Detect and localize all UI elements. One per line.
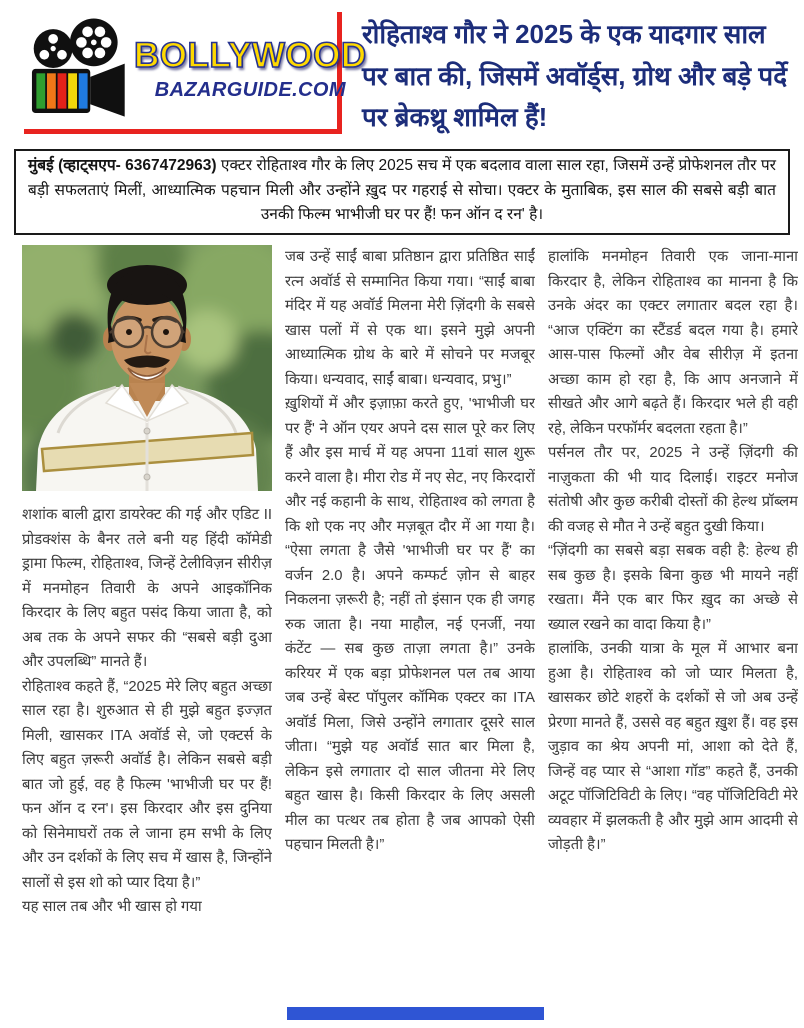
- film-projector-icon: [24, 15, 130, 121]
- paragraph: शशांक बाली द्वारा डायरेक्ट की गई और एडिट II प्रोडक्शंस के बैनर तले बनी यह हिंदी कॉमेडी ड्रामा फिल्म, रोहिताश्व, जिन्हें टेलीविज़न सीरीज़ में मनमोहन तिवारी के अपने आइकॉनिक किरदार के लिए बहुत पसंद किया जाता है, को अब तक के अपने सफर की “सबसे बड़ी दुआ और उपलब्धि” मानते हैं।: [22, 507, 272, 671]
- paragraph: जब उन्हें साईं बाबा प्रतिष्ठान द्वारा प्रतिष्ठित साईं रत्न अवॉर्ड से सम्मानित किया गया। “साईं बाबा मंदिर में यह अवॉर्ड मिलना मेरी ज़िंदगी के सबसे खास पलों में से एक था। इसने मुझे अपनी आध्यात्मिक ग्रोथ के बारे में सोचने पर मजबूर किया। धन्यवाद, साईं बाबा। धन्यवाद, प्रभु।”: [285, 249, 535, 388]
- footer-bar: [287, 1007, 544, 1020]
- column-3: [548, 245, 798, 1028]
- masthead: [0, 0, 804, 139]
- logo-line1: BOLLYWOOD: [134, 35, 367, 75]
- paragraph: पर्सनल तौर पर, 2025 ने उन्हें ज़िंदगी की नाज़ुकता की भी याद दिलाई। राइटर मनोज संतोषी और कुछ करीबी दोस्तों की हेल्थ प्रॉब्लम की वजह से मौत ने उन्हें बहुत दुखी किया।: [548, 445, 798, 535]
- paragraph: रोहिताश्व कहते हैं, “2025 मेरे लिए बहुत अच्छा साल रहा है। शुरुआत से ही मुझे बहुत इज्ज़त मिली, खासकर ITA अवॉर्ड से, जो एक्टर्स के लिए बहुत ज़रूरी अवॉर्ड है। लेकिन सबसे बड़ी बात जो हुई, वह है फिल्म 'भाभीजी घर पर हैं! फन ऑन द रन'। इस किरदार और इस दुनिया को सिनेमाघरों तक ले जाना हम सभी के लिए और उन दर्शकों के लिए सच में खास है, जिन्होंने सालों से इस शो को प्यार दिया है।”: [22, 678, 272, 891]
- logo-line2: BAZARGUIDE.COM: [154, 78, 346, 101]
- paragraph: हालांकि, उनकी यात्रा के मूल में आभार बना हुआ है। रोहिताश्व को जो प्यार मिलता है, खासकर छोटे शहरों के दर्शकों से जो अब उन्हें प्रेरणा मानते हैं, उससे वह बहुत ख़ुश हैं। वह इस जुड़ाव का श्रेय अपनी मां, आशा को देते हैं, जिन्हें वह प्यार से “आशा गॉड” कहते हैं, उनकी अटूट पॉजिटिविटी के लिए। “वह पॉजिटिविटी मेरे व्यवहार में झलकती है और मुझे आम आदमी से जोड़ती है।”: [548, 641, 798, 854]
- logo-wordmark: [134, 35, 367, 101]
- intro-text: एक्टर रोहिताश्व गौर के लिए 2025 सच में एक बदलाव वाला साल रहा, जिसमें उन्हें प्रोफेशनल तौर पर बड़ी सफलताएं मिलीं, आध्यात्मिक पहचान मिली और उन्होंने ख़ुद पर गहराई से सोचा। एक्टर के मुताबिक, इस साल की सबसे बड़ी बात उनकी फिल्म भाभीजी घर पर हैं! फन ऑन द रन' है।: [28, 156, 776, 224]
- intro-dateline: मुंबई (व्हाट्सएप- 6367472963): [28, 156, 217, 174]
- page-title: रोहिताश्व गौर ने 2025 के एक यादगार साल पर बात की, जिसमें अवॉर्ड्स, ग्रोथ और बड़े पर्दे पर ब्रेकथ्रू शामिल हैं!: [362, 19, 788, 133]
- article-body: [0, 235, 804, 1028]
- paragraph: “ज़िंदगी का सबसे बड़ा सबक वही है: हेल्थ ही सब कुछ है। इसके बिना कुछ भी मायने नहीं रखता। मैंने एक बार फिर ख़ुद का अच्छे से ख्याल रखने का वादा किया है।”: [548, 543, 798, 633]
- actor-photo: [22, 245, 272, 491]
- intro-box: [14, 149, 790, 235]
- column-1: [22, 245, 272, 1028]
- site-logo[interactable]: [24, 12, 367, 134]
- paragraph: हालांकि मनमोहन तिवारी एक जाना-माना किरदार है, लेकिन रोहिताश्व का मानना है कि उनके अंदर का एक्टर लगातार बदल रहा है। “आज एक्टिंग का स्टैंडर्ड बदल गया है। हमारे आस-पास फिल्मों और वेब सीरीज़ में इतना अच्छा काम हो रहा है, कि आप अनजाने में सीखते और आगे बढ़ते हैं। किरदार भले ही वही रहे, लेकिन परफॉर्मर बदलता रहता है।”: [548, 249, 798, 437]
- column-2: [285, 245, 535, 1028]
- paragraph: ख़ुशियों में और इज़ाफ़ा करते हुए, 'भाभीजी घर पर हैं' ने ऑन एयर अपने दस साल पूरे कर लिए हैं और इस मार्च में यह अपना 11वां साल शुरू करने वाला है। मीरा रोड में नए सेट, नए किरदारों और नई कहानी के साथ, रोहिताश्व को लगता है कि शो एक नए और मज़बूत दौर में आ गया है। “ऐसा लगता है जैसे 'भाभीजी घर पर हैं' का वर्जन 2.0 है। अपने कम्फर्ट ज़ोन से बाहर निकलना ज़रूरी है; नहीं तो इंसान एक ही जगह रुक जाता है। नया माहौल, नई एनर्जी, नया कंटेंट — सब कुछ ताज़ा लगता है।” उनके करियर में एक बड़ा प्रोफेशनल पल तब आया जब उन्हें बेस्ट पॉपुलर कॉमिक एक्टर का ITA अवॉर्ड मिला, जिसे उन्होंने लगातार दूसरे साल जीता। “मुझे यह अवॉर्ड सात बार मिला है, लेकिन इसे लगातार दो साल जीतना मेरे लिए बहुत खास है। किसी किरदार के लिए असली मील का पत्थर तब होता है जब आपको ऐसी पहचान मिलती है।”: [285, 396, 535, 854]
- paragraph: यह साल तब और भी खास हो गया: [22, 899, 202, 916]
